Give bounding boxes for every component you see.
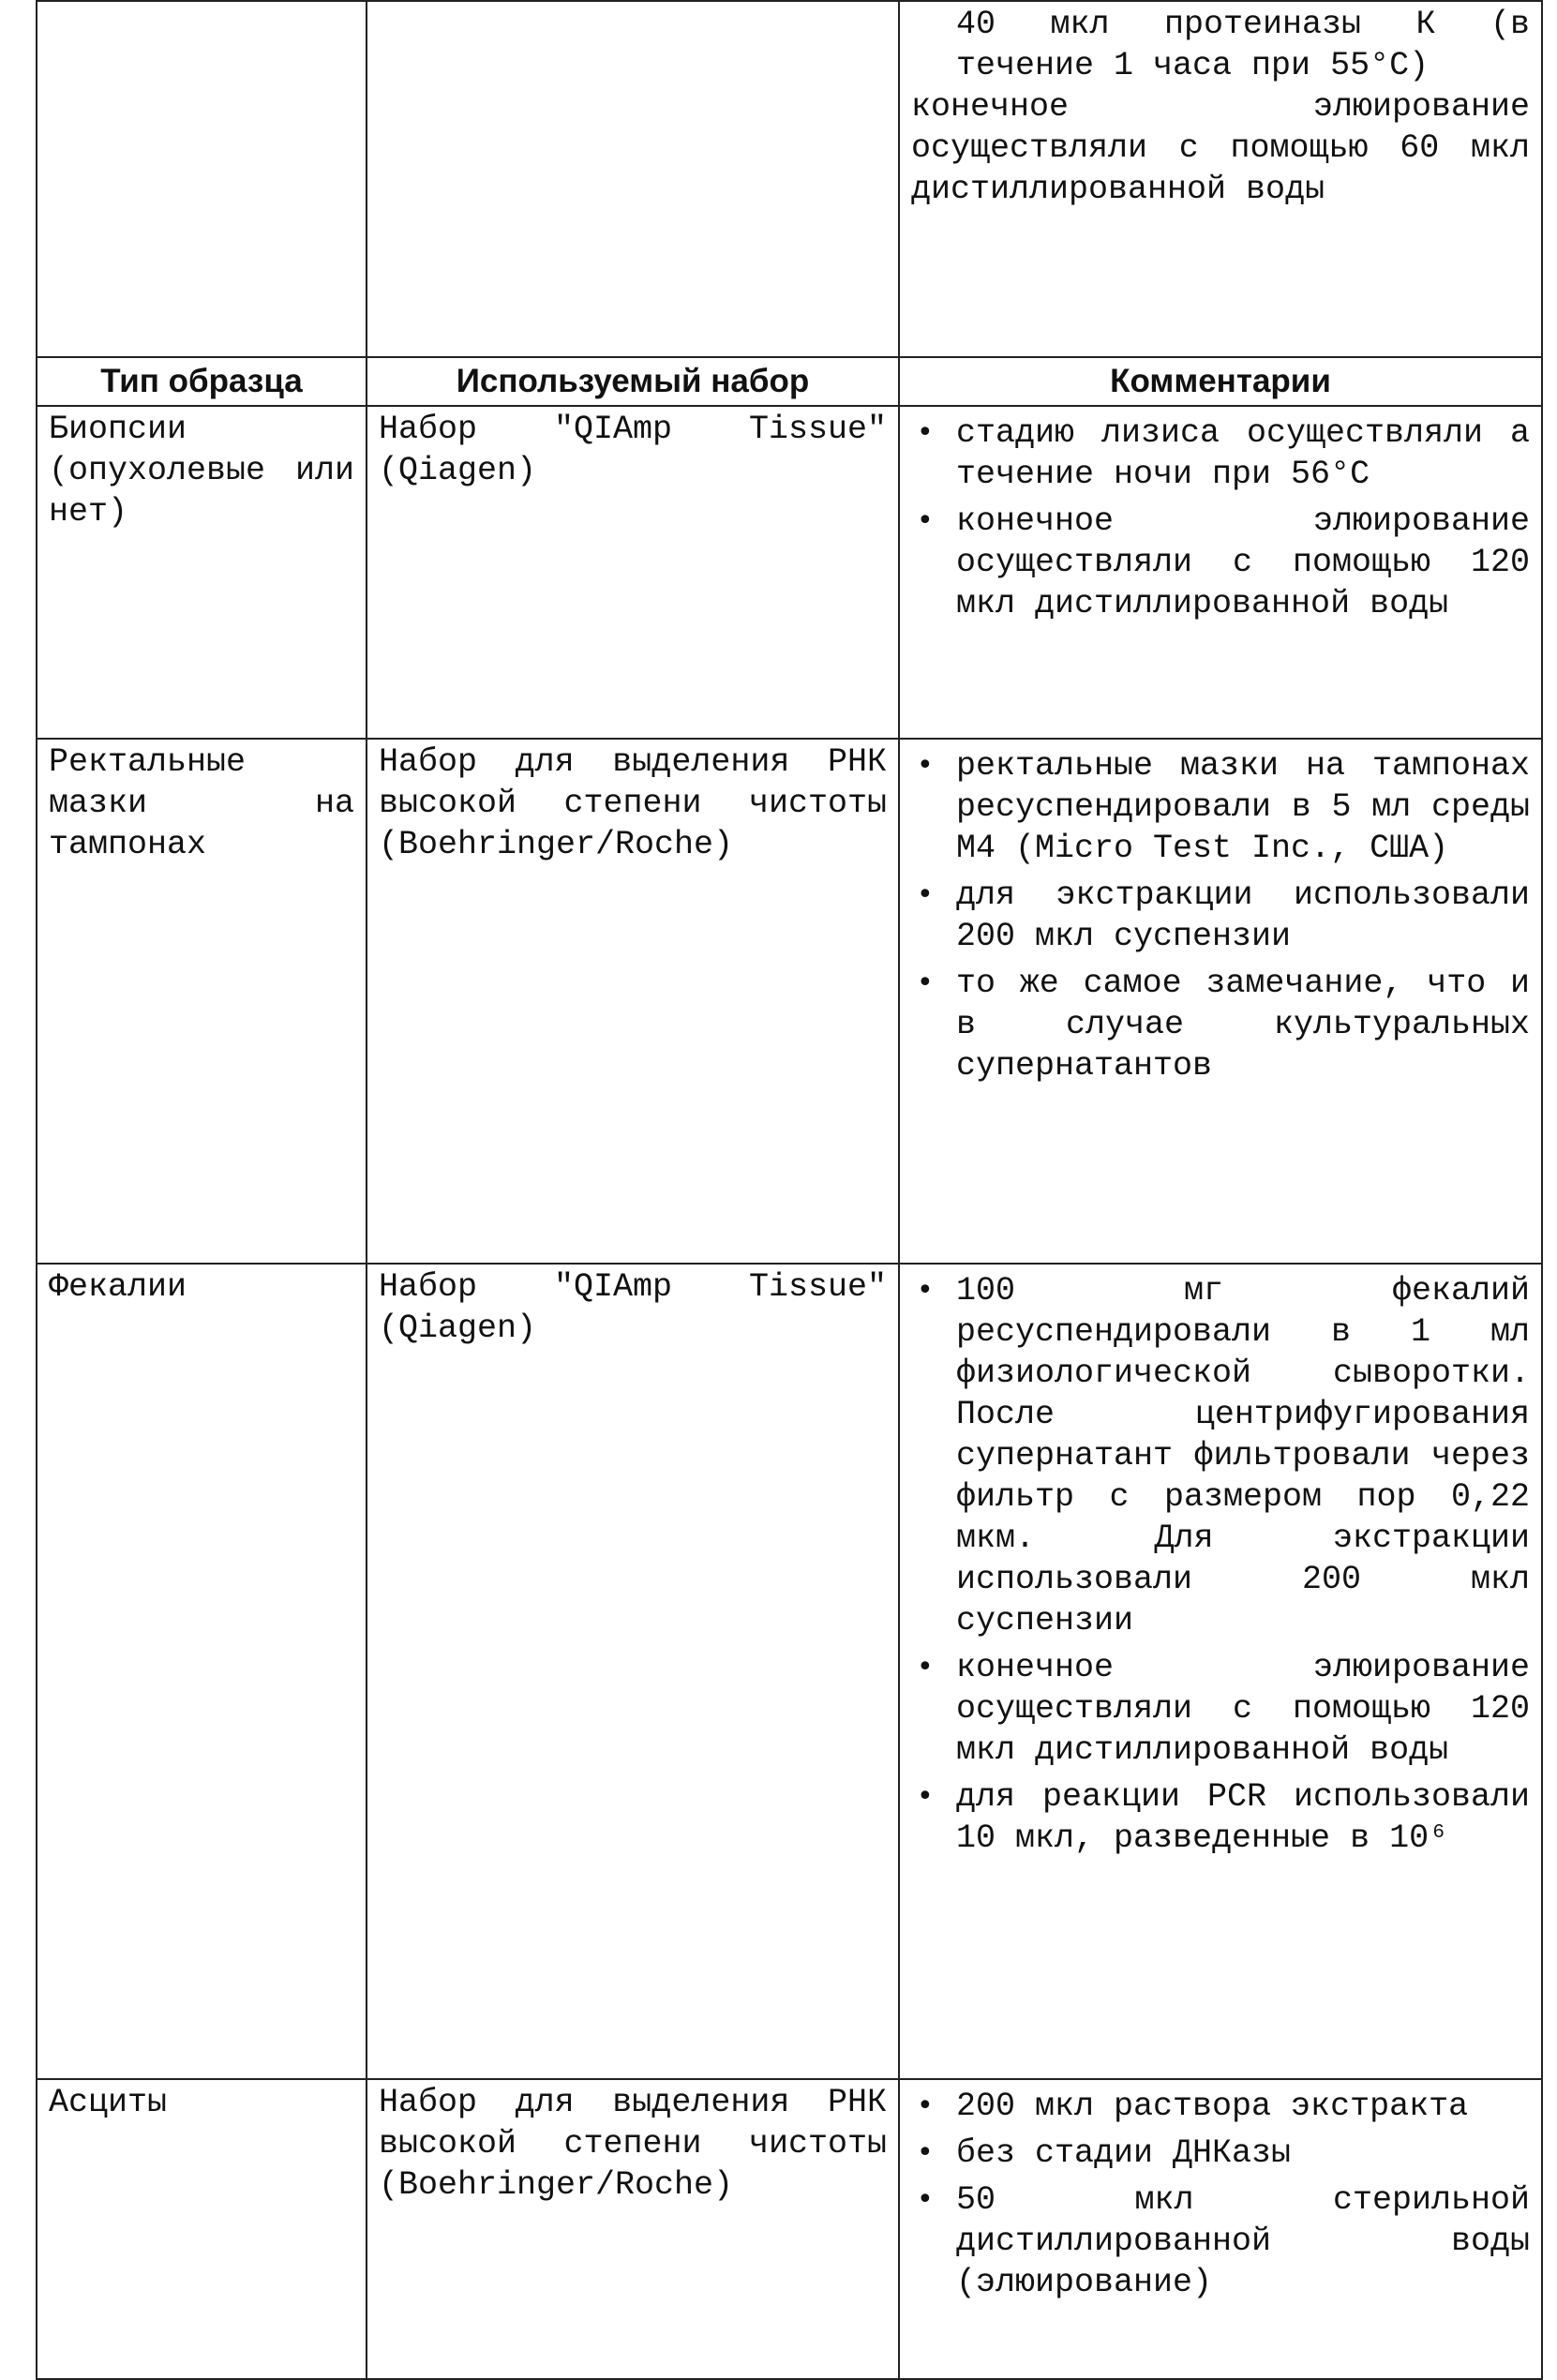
table-row <box>37 2079 1542 2379</box>
list-item: • ректальные мазки на тампонах ресуспендировали в 5 мл среды М4 (Micro Test Inc., США) <box>956 745 1530 869</box>
sample-type-cell: Биопсии (опухолевые или нет) <box>37 406 367 739</box>
continued-row-comments-cell <box>899 1 1542 357</box>
list-item: • стадию лизиса осуществляли а течение ночи при 56°C <box>956 412 1530 495</box>
document-page <box>36 0 1541 2338</box>
list-item: • конечное элюирование осуществляли с помощью 120 мкл дистиллированной воды <box>956 1647 1530 1771</box>
header-row <box>37 357 1542 406</box>
continued-row-sample-cell <box>37 1 367 357</box>
sample-type-cell: Асциты <box>37 2079 367 2379</box>
table-row <box>37 739 1542 1264</box>
list-item: • 200 мкл раствора экстракта <box>956 2086 1530 2127</box>
comments-list <box>911 745 1530 1086</box>
table-row <box>37 1264 1542 2079</box>
kit-cell: Набор для выделения РНК высокой степени чистоты (Boehringer/Roche) <box>367 2079 899 2379</box>
comments-list <box>911 2086 1530 2303</box>
table-row <box>37 406 1542 739</box>
kit-cell: Набор "QIAmp Tissue" (Qiagen) <box>367 1264 899 2079</box>
list-item: • без стадии ДНКазы <box>956 2133 1530 2174</box>
extraction-methods-table <box>36 0 1543 2380</box>
header-sample-type: Тип образца <box>37 357 367 406</box>
list-item: • то же самое замечание, что и в случае культуральных супернатантов <box>956 963 1530 1086</box>
comments-list <box>911 412 1530 624</box>
proteinase-note: 40 мкл протеиназы К (в течение 1 часа при 55°C) <box>911 4 1530 86</box>
comments-cell <box>899 1264 1542 2079</box>
kit-cell: Набор "QIAmp Tissue" (Qiagen) <box>367 406 899 739</box>
list-item: • 50 мкл стерильной дистиллированной воды (элюирование) <box>956 2179 1530 2303</box>
header-kit-used: Используемый набор <box>367 357 899 406</box>
continued-row <box>37 1 1542 357</box>
comments-cell <box>899 406 1542 739</box>
comments-list <box>911 1270 1530 1859</box>
sample-type-cell: Фекалии <box>37 1264 367 2079</box>
comments-cell <box>899 739 1542 1264</box>
list-item: • 100 мг фекалий ресуспендировали в 1 мл физиологической сыворотки. После центрифугирования супернатант фильтровали через фильтр с размером пор 0,22 мкм. Для экстракции использовали 200 мкл суспензии <box>956 1270 1530 1641</box>
list-item: • для экстракции использовали 200 мкл суспензии <box>956 875 1530 957</box>
kit-cell: Набор для выделения РНК высокой степени чистоты (Boehringer/Roche) <box>367 739 899 1264</box>
list-item: • конечное элюирование осуществляли с помощью 120 мкл дистиллированной воды <box>956 501 1530 624</box>
list-item: • для реакции PCR использовали 10 мкл, разведенные в 10⁶ <box>956 1776 1530 1859</box>
header-comments: Комментарии <box>899 357 1542 406</box>
comments-cell <box>899 2079 1542 2379</box>
elution-note: конечное элюирование осуществляли с помощью 60 мкл дистиллированной воды <box>911 86 1530 210</box>
sample-type-cell: Ректальные мазки на тампонах <box>37 739 367 1264</box>
continued-row-kit-cell <box>367 1 899 357</box>
